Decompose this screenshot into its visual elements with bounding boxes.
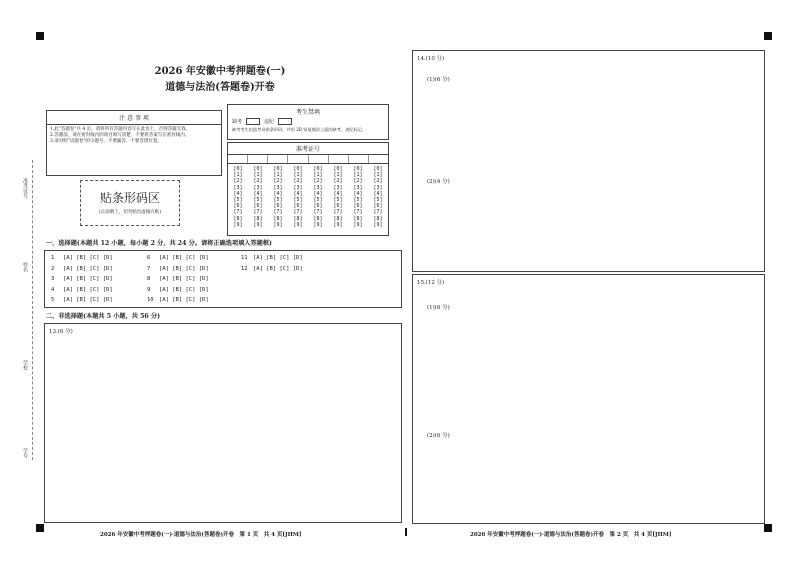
exam-id-bubble[interactable]: [2] <box>313 178 323 185</box>
exam-id-bubble[interactable]: [0] <box>293 166 303 172</box>
choice-number: 8 <box>147 276 151 282</box>
exam-id-bubble[interactable]: [9] <box>373 221 383 228</box>
exam-id-bubble[interactable]: [3] <box>233 184 243 191</box>
exam-id-bubble[interactable]: [7] <box>353 209 363 216</box>
exam-id-bubble[interactable]: [6] <box>333 203 343 210</box>
barcode-note: (正面朝上，切勿贴出虚线方框) <box>98 210 161 215</box>
exam-id-bubble[interactable]: [7] <box>233 209 243 216</box>
choice-row[interactable] <box>51 276 113 282</box>
choice-row[interactable] <box>51 255 113 261</box>
exam-id-bubble[interactable]: [4] <box>293 190 303 197</box>
exam-id-bubble[interactable]: [5] <box>293 197 303 204</box>
exam-id-bubble[interactable]: [0] <box>273 166 283 172</box>
question-label-14: 14.(10 分) <box>417 56 445 62</box>
choice-options[interactable]: [A] [B] [C] [D] <box>159 265 209 272</box>
answer-box-q14[interactable] <box>412 50 765 272</box>
notice-box <box>46 110 222 176</box>
exam-id-bubble[interactable]: [4] <box>273 190 283 197</box>
exam-id-bubble[interactable]: [2] <box>293 178 303 185</box>
exam-id-bubble[interactable]: [3] <box>373 184 383 191</box>
exam-id-bubble[interactable]: [0] <box>313 166 323 172</box>
choice-options[interactable]: [A] [B] [C] [D] <box>63 276 113 282</box>
exam-id-bubble[interactable]: [4] <box>253 190 263 197</box>
exam-id-bubble[interactable]: [7] <box>253 209 263 216</box>
notice-heading: 注 意 事 项 <box>47 111 221 125</box>
exam-id-bubble[interactable]: [2] <box>273 178 283 185</box>
barcode-area <box>80 180 180 226</box>
exam-id-bubble[interactable]: [8] <box>333 215 343 222</box>
exam-id-bubble[interactable]: [0] <box>333 166 343 172</box>
exam-id-bubble[interactable]: [8] <box>353 215 363 222</box>
choice-number: 2 <box>51 265 55 272</box>
sub-question-14-2: (2)(4 分) <box>427 179 450 185</box>
exam-id-bubble[interactable]: [4] <box>233 190 243 197</box>
exam-id-bubble[interactable]: [0] <box>253 166 263 172</box>
sub-question-15-1: (1)(6 分) <box>427 305 450 311</box>
choice-row[interactable] <box>147 297 209 303</box>
choice-row[interactable] <box>241 266 303 272</box>
page-subtitle: 道德与法治(答题卷)开卷 <box>165 82 275 93</box>
exam-id-bubble[interactable]: [9] <box>333 221 343 228</box>
exam-id-bubble[interactable]: [5] <box>253 197 263 204</box>
exam-id-bubble[interactable]: [1] <box>233 172 243 179</box>
exam-id-bubble[interactable]: [9] <box>313 221 323 228</box>
exam-id-bubble[interactable]: [9] <box>353 221 363 228</box>
exam-id-bubble[interactable]: [1] <box>293 172 303 179</box>
choice-number: 4 <box>51 286 55 293</box>
exam-id-column[interactable] <box>353 166 362 228</box>
choice-options[interactable]: [A] [B] [C] [D] <box>159 286 209 293</box>
exam-id-bubble[interactable]: [3] <box>333 184 343 191</box>
exam-id-bubble[interactable]: [6] <box>233 203 243 210</box>
exam-id-bubble[interactable]: [5] <box>233 197 243 204</box>
exam-id-column[interactable] <box>313 166 322 228</box>
section2-heading: 二、非选择题(本题共 5 小题，共 56 分) <box>46 313 161 320</box>
exam-id-bubble[interactable]: [1] <box>353 172 363 179</box>
exam-id-bubble[interactable]: [6] <box>273 203 283 210</box>
exam-id-bubble[interactable]: [8] <box>313 215 323 222</box>
question-label-15: 15.(12 分) <box>417 280 445 286</box>
choice-row[interactable] <box>51 297 113 303</box>
registration-mark-center-bottom <box>405 528 407 536</box>
side-label-name: 姓名 <box>22 262 28 272</box>
exam-id-bubble[interactable]: [9] <box>273 221 283 228</box>
exam-id-bubble[interactable]: [1] <box>333 172 343 179</box>
exam-id-column[interactable] <box>333 166 342 228</box>
exam-id-bubble[interactable]: [9] <box>233 221 243 228</box>
exam-id-column[interactable] <box>373 166 382 228</box>
choice-number: 6 <box>147 255 151 261</box>
absent-checkbox[interactable] <box>246 118 260 125</box>
choice-options[interactable]: [A] [B] [C] [D] <box>253 255 303 261</box>
choice-row[interactable] <box>51 287 113 293</box>
exam-id-column[interactable] <box>273 166 282 228</box>
choice-options[interactable]: [A] [B] [C] [D] <box>63 286 113 293</box>
exam-id-bubble[interactable]: [2] <box>333 178 343 185</box>
violation-checkbox[interactable] <box>278 118 292 125</box>
choice-row[interactable] <box>147 255 209 261</box>
exam-id-bubble[interactable]: [4] <box>313 190 323 197</box>
violation-label: 违纪 <box>264 119 275 125</box>
registration-mark-bottom-left <box>36 524 44 532</box>
exam-id-bubble[interactable]: [3] <box>273 184 283 191</box>
choice-options[interactable]: [A] [B] [C] [D] <box>159 255 209 261</box>
exam-id-bubble[interactable]: [1] <box>313 172 323 179</box>
choice-row[interactable] <box>241 255 303 261</box>
exam-id-bubble[interactable]: [5] <box>313 197 323 204</box>
notice-item: 1.此"答题卷"共 4 页。请将所有答题内容写在此卷上，否则答题无效。 <box>50 127 191 132</box>
barcode-title: 贴条形码区 <box>99 191 160 205</box>
exam-id-bubble[interactable]: [5] <box>333 197 343 204</box>
exam-id-bubble[interactable]: [4] <box>333 190 343 197</box>
choice-box <box>44 250 402 308</box>
choice-options[interactable]: [A] [B] [C] [D] <box>63 297 113 303</box>
exam-id-bubble[interactable]: [7] <box>373 209 383 216</box>
answer-box-q13[interactable] <box>44 323 402 523</box>
exam-id-bubble[interactable]: [3] <box>253 184 263 191</box>
exam-id-bubble[interactable]: [7] <box>273 209 283 216</box>
choice-row[interactable] <box>147 276 209 282</box>
choice-number: 3 <box>51 276 55 282</box>
absent-label: 缺考 <box>232 119 243 125</box>
choice-number: 12 <box>241 265 248 272</box>
exam-id-bubble[interactable]: [3] <box>353 184 363 191</box>
choice-number: 1 <box>51 255 55 261</box>
exam-id-bubble[interactable]: [9] <box>253 221 263 228</box>
exam-id-bubble[interactable]: [9] <box>293 221 303 228</box>
exam-id-bubble[interactable]: [2] <box>253 178 263 185</box>
exam-id-bubble[interactable]: [6] <box>313 203 323 210</box>
choice-options[interactable]: [A] [B] [C] [D] <box>159 297 209 303</box>
exam-id-box <box>227 142 389 236</box>
choice-row[interactable] <box>147 266 209 272</box>
sub-question-15-2: (2)(6 分) <box>427 433 450 439</box>
choice-number: 7 <box>147 265 151 272</box>
exam-info-note: 缺考考生由监考员贴条形码，并用 2B 铅笔填涂上面的缺考、违纪标记。 <box>232 127 367 132</box>
exam-id-grid[interactable] <box>228 164 388 228</box>
exam-id-bubble[interactable]: [5] <box>273 197 283 204</box>
section1-heading: 一、选择题(本题共 12 小题，每小题 2 分，共 24 分。请将正确选项填入答题框) <box>46 240 272 247</box>
exam-id-bubble[interactable]: [7] <box>293 209 303 216</box>
registration-mark-top-left <box>36 32 44 40</box>
choice-number: 10 <box>147 297 154 303</box>
exam-id-bubble[interactable]: [7] <box>313 209 323 216</box>
registration-mark-bottom-right <box>764 524 772 532</box>
choice-options[interactable]: [A] [B] [C] [D] <box>253 265 303 272</box>
exam-id-bubble[interactable]: [0] <box>353 166 363 172</box>
exam-id-bubble[interactable]: [5] <box>353 197 363 204</box>
exam-id-bubble[interactable]: [7] <box>333 209 343 216</box>
exam-info-heading: 考生禁填 <box>295 109 320 116</box>
exam-id-bubble[interactable]: [2] <box>373 178 383 185</box>
exam-id-bubble[interactable]: [2] <box>353 178 363 185</box>
notice-item: 2.答题前，请在密封线内的项目填写清楚，不要将答案写在密封线内。 <box>50 133 190 138</box>
exam-id-bubble[interactable]: [3] <box>293 184 303 191</box>
exam-id-column[interactable] <box>253 166 262 228</box>
page-title: 2026 年安徽中考押题卷(一) <box>154 66 286 77</box>
exam-id-bubble[interactable]: [4] <box>373 190 383 197</box>
choice-number: 9 <box>147 286 151 293</box>
exam-id-bubble[interactable]: [6] <box>373 203 383 210</box>
side-label-school: 学校 <box>22 360 28 370</box>
exam-id-column[interactable] <box>233 166 242 228</box>
exam-id-bubble[interactable]: [6] <box>353 203 363 210</box>
exam-id-bubble[interactable]: [6] <box>253 203 263 210</box>
exam-id-heading: 准考证号 <box>228 143 388 155</box>
exam-id-bubble[interactable]: [5] <box>373 197 383 204</box>
choice-row[interactable] <box>51 266 113 272</box>
exam-info-box <box>227 104 389 140</box>
answer-box-q15[interactable] <box>412 274 765 524</box>
exam-id-bubble[interactable]: [4] <box>353 190 363 197</box>
exam-id-column[interactable] <box>293 166 302 228</box>
binding-line <box>32 160 33 460</box>
side-label-student-no: 学号 <box>22 448 28 458</box>
choice-options[interactable]: [A] [B] [C] [D] <box>159 276 209 282</box>
exam-id-bubble[interactable]: [6] <box>293 203 303 210</box>
exam-id-bubble[interactable]: [8] <box>273 215 283 222</box>
sub-question-14-1: (1)(6 分) <box>427 77 450 83</box>
registration-mark-top-right <box>764 32 772 40</box>
question-label-13: 13.(6 分) <box>49 329 73 335</box>
exam-id-bubble[interactable]: [3] <box>313 184 323 191</box>
exam-id-bubble[interactable]: [8] <box>293 215 303 222</box>
exam-id-bubble[interactable]: [1] <box>373 172 383 179</box>
footer-page2: 2026 年安徽中考押题卷(一)·道德与法治(答题卷)开卷 第 2 页 共 4 页[JHM] <box>470 532 672 538</box>
exam-id-bubble[interactable]: [8] <box>233 215 243 222</box>
exam-id-bubble[interactable]: [8] <box>373 215 383 222</box>
choice-number: 5 <box>51 297 55 303</box>
exam-id-bubble[interactable]: [8] <box>253 215 263 222</box>
notice-item: 3.请对照"试题卷"的小题号，不要漏答，不要答错位置。 <box>50 139 162 144</box>
choice-row[interactable] <box>147 287 209 293</box>
choice-options[interactable]: [A] [B] [C] [D] <box>63 255 113 261</box>
exam-id-bubble[interactable]: [0] <box>373 166 383 172</box>
choice-number: 11 <box>241 255 248 261</box>
footer-page1: 2026 年安徽中考押题卷(一)·道德与法治(答题卷)开卷 第 1 页 共 4 页[JHM] <box>100 532 302 538</box>
exam-id-bubble[interactable]: [1] <box>273 172 283 179</box>
side-label-exam-id: 准考证号 <box>22 178 28 198</box>
choice-options[interactable]: [A] [B] [C] [D] <box>63 265 113 272</box>
exam-id-bubble[interactable]: [1] <box>253 172 263 179</box>
exam-id-bubble[interactable]: [2] <box>233 178 243 185</box>
exam-id-bubble[interactable]: [0] <box>233 166 243 172</box>
